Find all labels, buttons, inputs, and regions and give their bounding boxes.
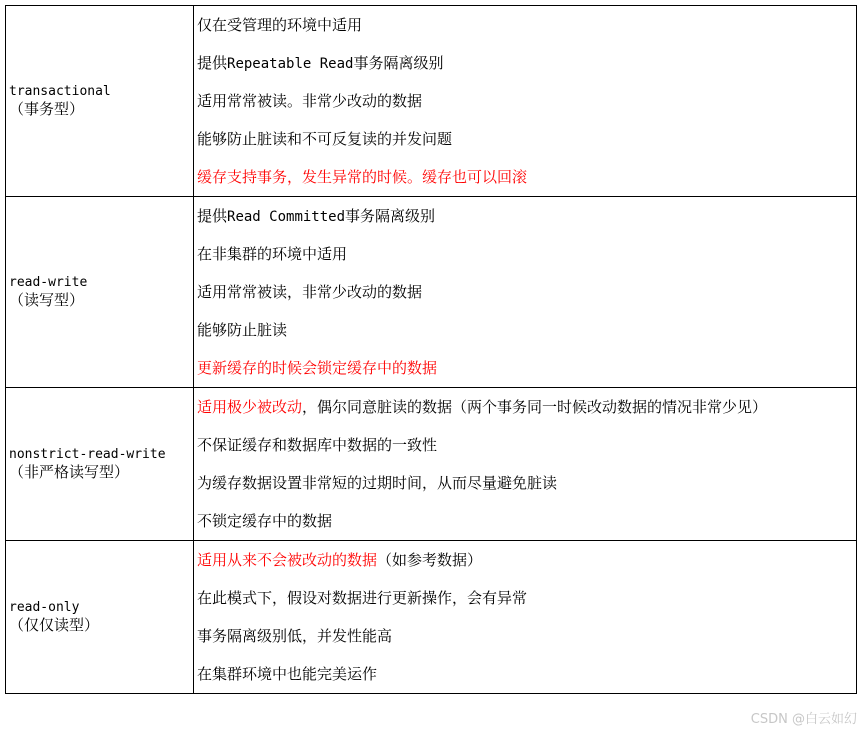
strategy-name-cell	[6, 197, 194, 388]
description-line: 为缓存数据设置非常短的过期时间，从而尽量避免脏读	[197, 474, 558, 492]
table-row	[6, 541, 857, 694]
highlighted-text: 适用极少被改动	[197, 398, 303, 416]
strategy-cn-name: （事务型）	[9, 100, 85, 118]
line-text: （如参考数据）	[377, 551, 483, 569]
line-text: 提供	[197, 207, 228, 225]
description-line: 在此模式下，假设对数据进行更新操作，会有异常	[197, 589, 528, 607]
strategy-name-cell	[6, 541, 194, 694]
strategy-name-cell	[6, 6, 194, 197]
line-code: Repeatable Read	[227, 56, 354, 72]
line-code: Read Committed	[227, 209, 346, 225]
table-row	[6, 6, 857, 197]
strategy-code: transactional	[9, 84, 111, 99]
highlighted-description-line: 更新缓存的时候会锁定缓存中的数据	[197, 359, 438, 377]
description-line	[197, 44, 856, 82]
description-line: 在非集群的环境中适用	[197, 245, 348, 263]
description-line: 能够防止脏读和不可反复读的并发问题	[197, 130, 453, 148]
description-line: 在集群环境中也能完美运作	[197, 665, 378, 683]
description-line	[197, 388, 856, 426]
highlighted-text: 适用从来不会被改动的数据	[197, 551, 378, 569]
strategy-cn-name: （非严格读写型）	[9, 463, 130, 481]
description-line: 适用常常被读。非常少改动的数据	[197, 92, 423, 110]
line-text: 事务隔离级别	[353, 54, 444, 72]
watermark: CSDN @白云如幻	[750, 712, 857, 727]
description-line: 不保证缓存和数据库中数据的一致性	[197, 436, 438, 454]
description-line	[197, 541, 856, 579]
highlighted-description-line: 缓存支持事务，发生异常的时候。缓存也可以回滚	[197, 168, 528, 186]
line-text: 提供	[197, 54, 228, 72]
strategy-description-cell	[194, 541, 857, 694]
line-text: 事务隔离级别	[345, 207, 436, 225]
description-line: 适用常常被读，非常少改动的数据	[197, 283, 423, 301]
strategy-code: read-only	[9, 600, 80, 615]
description-line: 仅在受管理的环境中适用	[197, 16, 363, 34]
description-line: 事务隔离级别低，并发性能高	[197, 627, 393, 645]
strategy-code: read-write	[9, 275, 88, 290]
description-line: 能够防止脏读	[197, 321, 288, 339]
strategy-cn-name: （仅仅读型）	[9, 616, 100, 634]
cache-strategy-table	[5, 5, 857, 694]
strategy-name-cell	[6, 388, 194, 541]
line-text: ，偶尔同意脏读的数据（两个事务同一时候改动数据的情况非常少见）	[302, 398, 768, 416]
strategy-code: nonstrict-read-write	[9, 447, 166, 462]
strategy-description-cell	[194, 388, 857, 541]
strategy-cn-name: （读写型）	[9, 291, 85, 309]
table-row	[6, 388, 857, 541]
description-line	[197, 197, 856, 235]
description-line: 不锁定缓存中的数据	[197, 512, 333, 530]
strategy-description-cell	[194, 197, 857, 388]
table-row	[6, 197, 857, 388]
strategy-description-cell	[194, 6, 857, 197]
